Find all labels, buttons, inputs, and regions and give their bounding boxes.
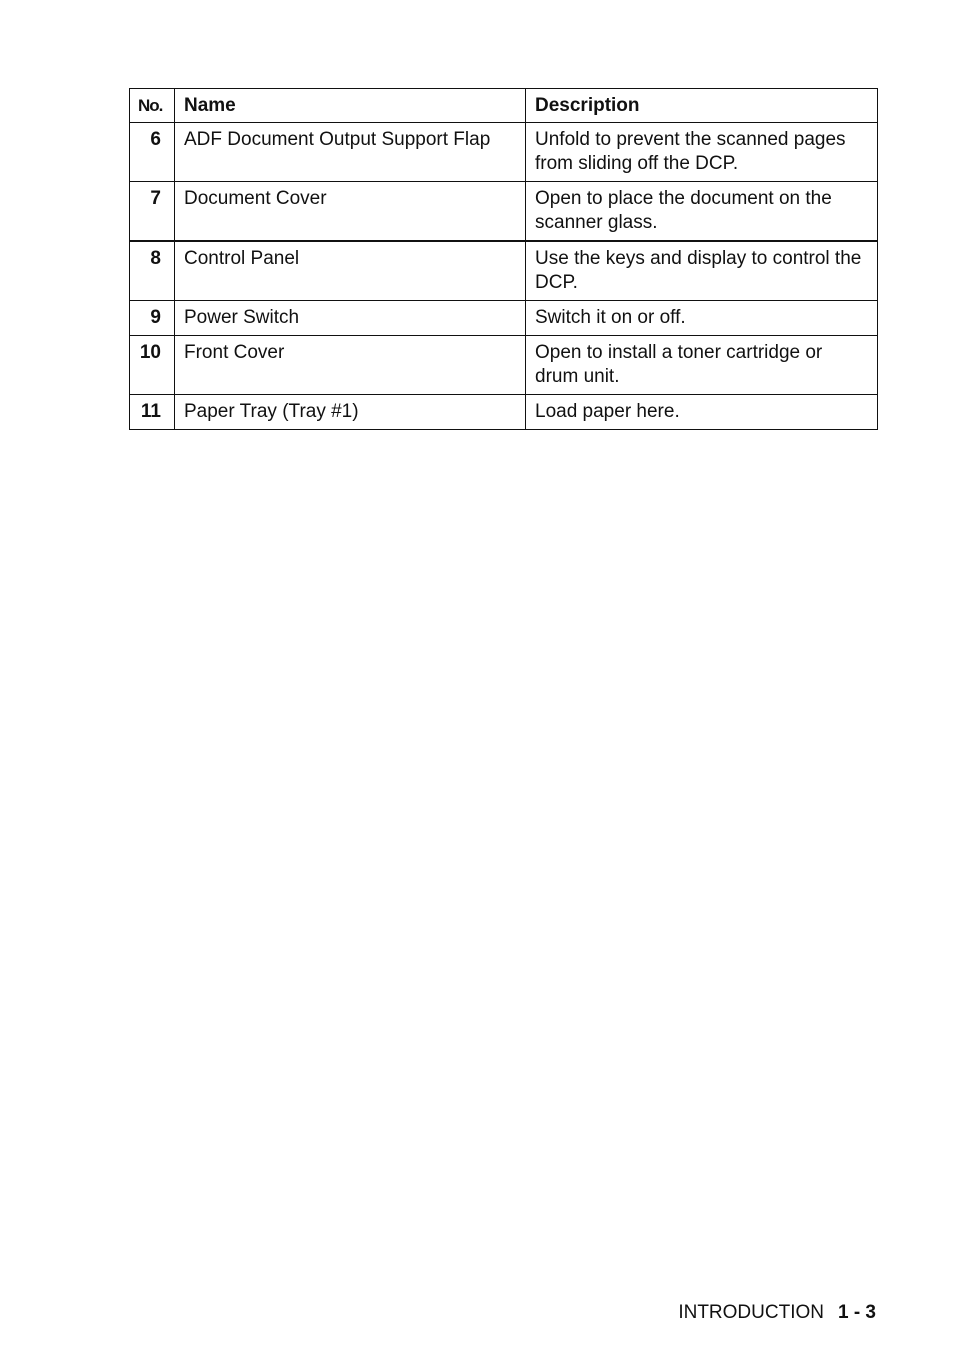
table-row [130, 182, 878, 242]
row-name: Document Cover [175, 182, 526, 242]
table-row [130, 395, 878, 430]
footer-section-title: INTRODUCTION [678, 1302, 824, 1323]
row-name: Control Panel [175, 241, 526, 301]
table-row [130, 241, 878, 301]
parts-table [129, 88, 878, 430]
row-number: 11 [130, 395, 175, 430]
row-description: Use the keys and display to control the DCP. [526, 241, 878, 301]
row-number: 10 [130, 336, 175, 395]
table-header-row [130, 89, 878, 123]
table-row [130, 123, 878, 182]
column-header-name: Name [175, 89, 526, 123]
column-header-no: No. [130, 89, 175, 123]
row-name: Paper Tray (Tray #1) [175, 395, 526, 430]
footer-page-number: 1 - 3 [837, 1302, 876, 1323]
row-description: Open to install a toner cartridge or drum unit. [526, 336, 878, 395]
row-number: 6 [130, 123, 175, 182]
row-number: 8 [130, 241, 175, 301]
table-row [130, 301, 878, 336]
column-header-description: Description [526, 89, 878, 123]
row-number: 9 [130, 301, 175, 336]
table-row [130, 336, 878, 395]
row-name: Front Cover [175, 336, 526, 395]
row-description: Unfold to prevent the scanned pages from sliding off the DCP. [526, 123, 878, 182]
row-name: Power Switch [175, 301, 526, 336]
row-name: ADF Document Output Support Flap [175, 123, 526, 182]
row-description: Load paper here. [526, 395, 878, 430]
page-footer [678, 1301, 876, 1325]
row-number: 7 [130, 182, 175, 242]
row-description: Switch it on or off. [526, 301, 878, 336]
row-description: Open to place the document on the scanner glass. [526, 182, 878, 242]
